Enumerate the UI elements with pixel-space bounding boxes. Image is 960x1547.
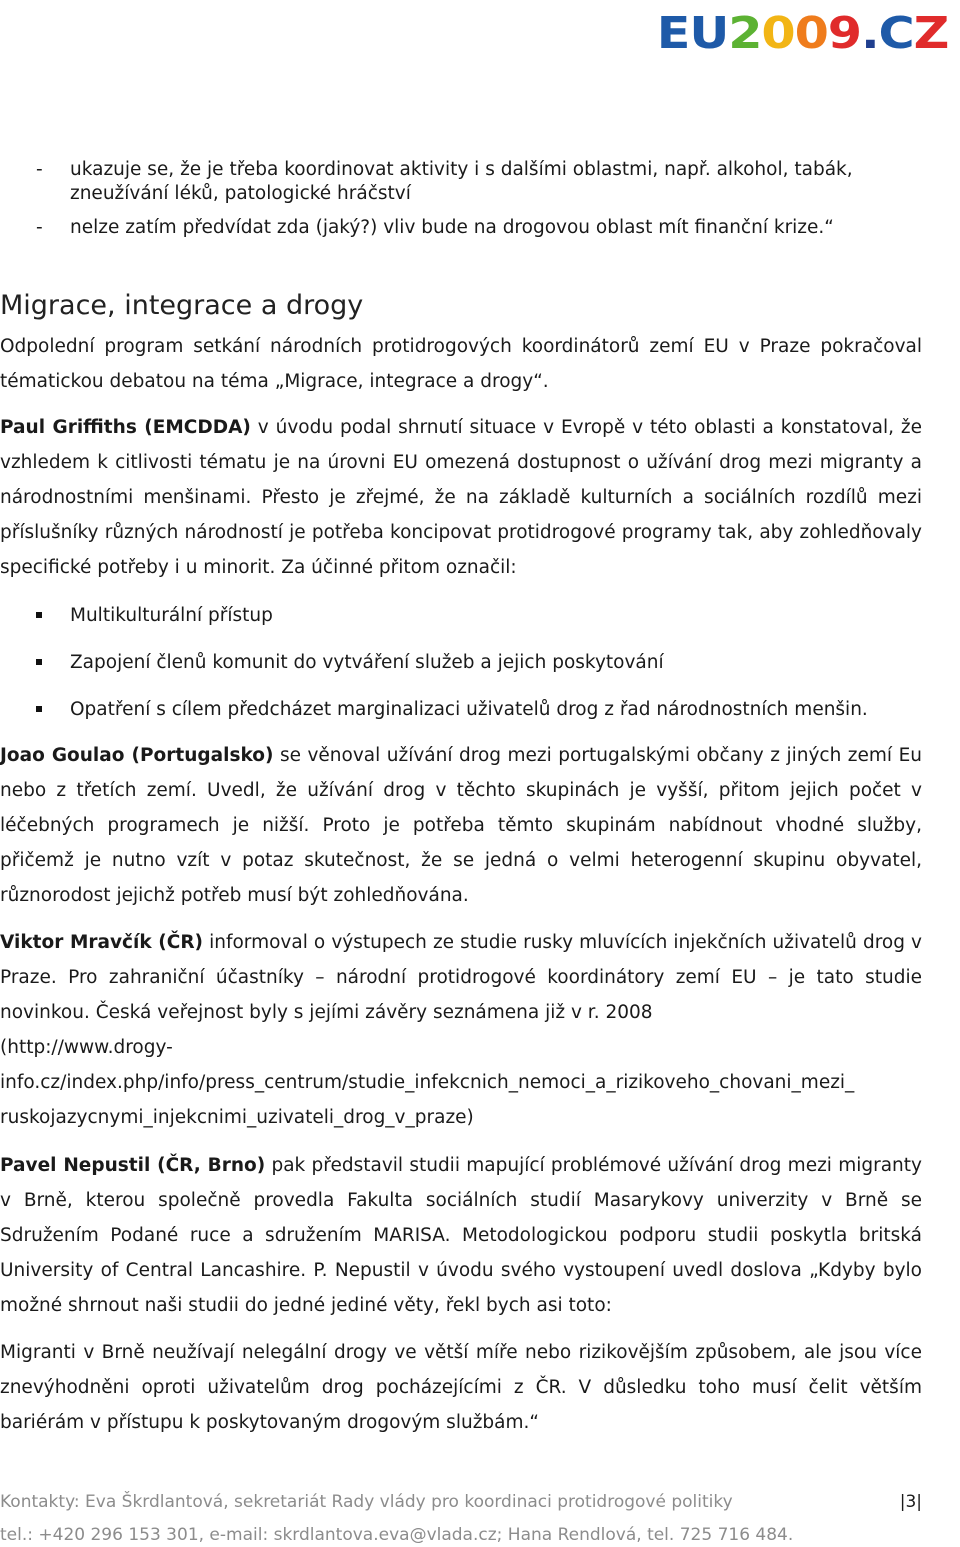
- logo-letter: 9: [827, 8, 861, 59]
- paragraph-text: v úvodu podal shrnutí situace v Evropě v této oblasti a konstatoval, že vzhledem k citlivosti tématu je na úrovni EU omezená dostupnost o užívání drog mezi migranty a národnostními menšinami. Přesto je zřejmé, že na základě kulturních a sociálních rozdílů mezi příslušníky různých národností je potřeba koncipovat protidrogové programy tak, aby zohledňovaly specifické potřeby i u minorit. Za účinné přitom označil:: [0, 417, 922, 578]
- mravcik-paragraph: [0, 925, 922, 1135]
- page-number: |3|: [899, 1492, 922, 1512]
- list-item-text: Zapojení členů komunit do vytváření služeb a jejich poskytování: [70, 652, 664, 673]
- square-bullet-icon: [36, 659, 42, 665]
- dash-marker: -: [36, 217, 43, 238]
- logo-letter: E: [656, 8, 690, 59]
- footer-phone: tel.: +420 296 153 301, e-mail: skrdlantova.eva@vlada.cz; Hana Rendlová, tel. 725 716 484.: [0, 1525, 794, 1545]
- square-bullet-icon: [36, 706, 42, 712]
- list-item: [0, 692, 922, 739]
- eu2009-logo: [656, 8, 948, 59]
- list-item: [0, 598, 922, 645]
- griffiths-paragraph: [0, 410, 922, 585]
- paragraph-text: informoval o výstupech ze studie rusky mluvících injekčních uživatelů drog v Praze. Pro zahraniční účastníky – národní protidrogové koordinátory zemí EU – je tato studie novinkou. Česká veřejnost byly s jejími závěry seznámena již v r. 2008: [0, 932, 922, 1023]
- list-item: [0, 158, 922, 206]
- list-item: [0, 216, 922, 240]
- list-item-text: nelze zatím předvídat zda (jaký?) vliv bude na drogovou oblast mít finanční krize.“: [70, 217, 834, 238]
- logo-letter: 0: [761, 8, 795, 59]
- dash-marker: -: [36, 159, 43, 180]
- logo-letter: .: [860, 8, 879, 59]
- nepustil-paragraph: [0, 1148, 922, 1323]
- list-item-text: Opatření s cílem předcházet marginalizaci uživatelů drog z řad národnostních menšin.: [70, 699, 868, 720]
- dash-list: [0, 158, 922, 250]
- speaker-name: Joao Goulao (Portugalsko): [0, 745, 274, 766]
- paragraph-text: se věnoval užívání drog mezi portugalskými občany z jiných zemí Eu nebo z třetích zemí. Uvedl, že užívání drog v těchto skupinách je vyšší, přitom jejich počet v léčebných programech je nižší. Proto je potřeba těmto skupinám nabídnout vhodné služby, přičemž je nutno vzít v potaz skutečnost, že se jedná o velmi heterogenní skupinu obyvatel, různorodost jejichž potřeb musí být zohledňována.: [0, 745, 922, 906]
- list-item: [0, 645, 922, 692]
- study-link[interactable]: info.cz/index.php/info/press_centrum/studie_infekcnich_nemoci_a_rizikoveho_chovani_mezi_: [0, 1072, 855, 1093]
- study-link[interactable]: (http://www.drogy-: [0, 1037, 173, 1058]
- logo-letter: C: [878, 8, 914, 59]
- logo-letter: 0: [794, 8, 828, 59]
- paragraph-text: pak představil studii mapující problémové užívání drog mezi migranty v Brně, kterou společně provedla Fakulta sociálních studií Masarykovy univerzity v Brně se Sdružením Podané ruce a sdružením MARISA. Metodologickou podporu studii poskytla britská University of Central Lancashire. P. Nepustil v úvodu svého vystoupení uvedl doslova „Kdyby bylo možné shrnout naši studii do jedné jediné věty, řekl bych asi toto:: [0, 1155, 922, 1316]
- section-heading: Migrace, integrace a drogy: [0, 290, 364, 321]
- speaker-name: Paul Griffiths (EMCDDA): [0, 417, 251, 438]
- bullet-list: [0, 598, 922, 739]
- intro-text: Odpolední program setkání národních protidrogových koordinátorů zemí EU v Praze pokračoval tématickou debatou na téma „Migrace, integrace a drogy“.: [0, 336, 922, 392]
- list-item-text: ukazuje se, že je třeba koordinovat aktivity i s dalšími oblastmi, např. alkohol, tabák, zneužívání léků, patologické hráčství: [70, 159, 853, 204]
- logo-letter: U: [689, 8, 729, 59]
- speaker-name: Viktor Mravčík (ČR): [0, 932, 204, 953]
- speaker-name: Pavel Nepustil (ČR, Brno): [0, 1155, 266, 1176]
- square-bullet-icon: [36, 612, 42, 618]
- footer-contacts: Kontakty: Eva Škrdlantová, sekretariát Rady vlády pro koordinaci protidrogové politiky: [0, 1492, 733, 1512]
- intro-paragraph: [0, 329, 922, 399]
- goulao-paragraph: [0, 738, 922, 913]
- quote-text: Migranti v Brně neužívají nelegální drogy ve větší míře nebo rizikovějším způsobem, ale jsou více znevýhodněni oproti uživatelům drog pocházejícími z ČR. V důsledku toho musí čelit větším bariérám v přístupu k poskytovaným drogovým službám.“: [0, 1342, 922, 1433]
- logo-letter: Z: [913, 8, 948, 59]
- logo-letter: 2: [728, 8, 762, 59]
- quote-paragraph: [0, 1335, 922, 1440]
- study-link[interactable]: ruskojazycnymi_injekcnimi_uzivateli_drog_v_praze): [0, 1107, 474, 1128]
- list-item-text: Multikulturální přístup: [70, 605, 273, 626]
